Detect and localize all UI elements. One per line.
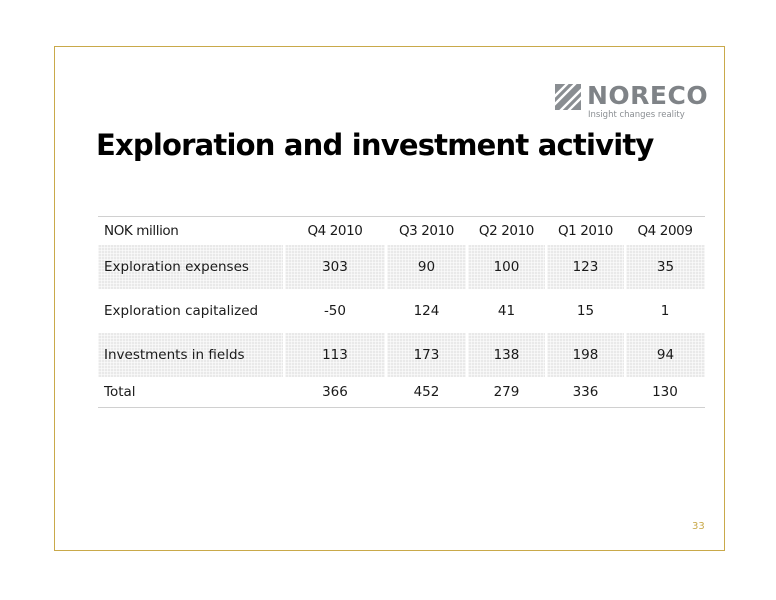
table-cell: 35 [625,245,705,289]
table-cell: -50 [323,303,346,319]
table-cell: 198 [546,333,625,377]
logo-name: NORECO [587,81,709,110]
header-q3-2010: Q3 2010 [398,223,455,239]
table-cell: 138 [467,333,546,377]
table-row-investments-in-fields [98,333,705,377]
table-cell: 15 [576,303,595,319]
header-q4-2009: Q4 2009 [637,223,693,239]
row-label: Investments in fields [98,333,284,377]
table-cell: 366 [322,384,348,400]
table-cell: 123 [546,245,625,289]
row-label: Total [104,384,136,400]
table-cell: 303 [284,245,386,289]
table-cell: 113 [284,333,386,377]
table-cell: 124 [413,303,440,319]
table-cell: 94 [625,333,705,377]
table-row-total [98,377,705,408]
header-q1-2010: Q1 2010 [557,223,614,239]
table-row-exploration-expenses [98,245,705,289]
row-label: Exploration capitalized [104,303,259,319]
table-cell: 1 [660,303,670,319]
table-row-exploration-capitalized [98,289,705,333]
header-nok-million: NOK million [104,223,179,239]
table-cell: 100 [467,245,546,289]
noreco-logo [555,81,709,120]
table-cell: 452 [413,384,440,400]
header-q4-2010: Q4 2010 [307,223,363,239]
table-cell: 90 [386,245,467,289]
noreco-stripes-icon [555,84,581,110]
row-label: Exploration expenses [98,245,284,289]
page-number: 33 [692,521,705,532]
table-cell: 173 [386,333,467,377]
header-q2-2010: Q2 2010 [478,223,534,239]
table-header-row [98,217,705,246]
exploration-investment-table [98,216,705,408]
table-cell: 41 [497,303,516,319]
table-cell: 130 [652,384,678,400]
table-cell: 279 [493,384,520,400]
logo-tagline: Insight changes reality [588,110,685,120]
page-title: Exploration and investment activity [96,128,654,162]
table-cell: 336 [572,384,599,400]
